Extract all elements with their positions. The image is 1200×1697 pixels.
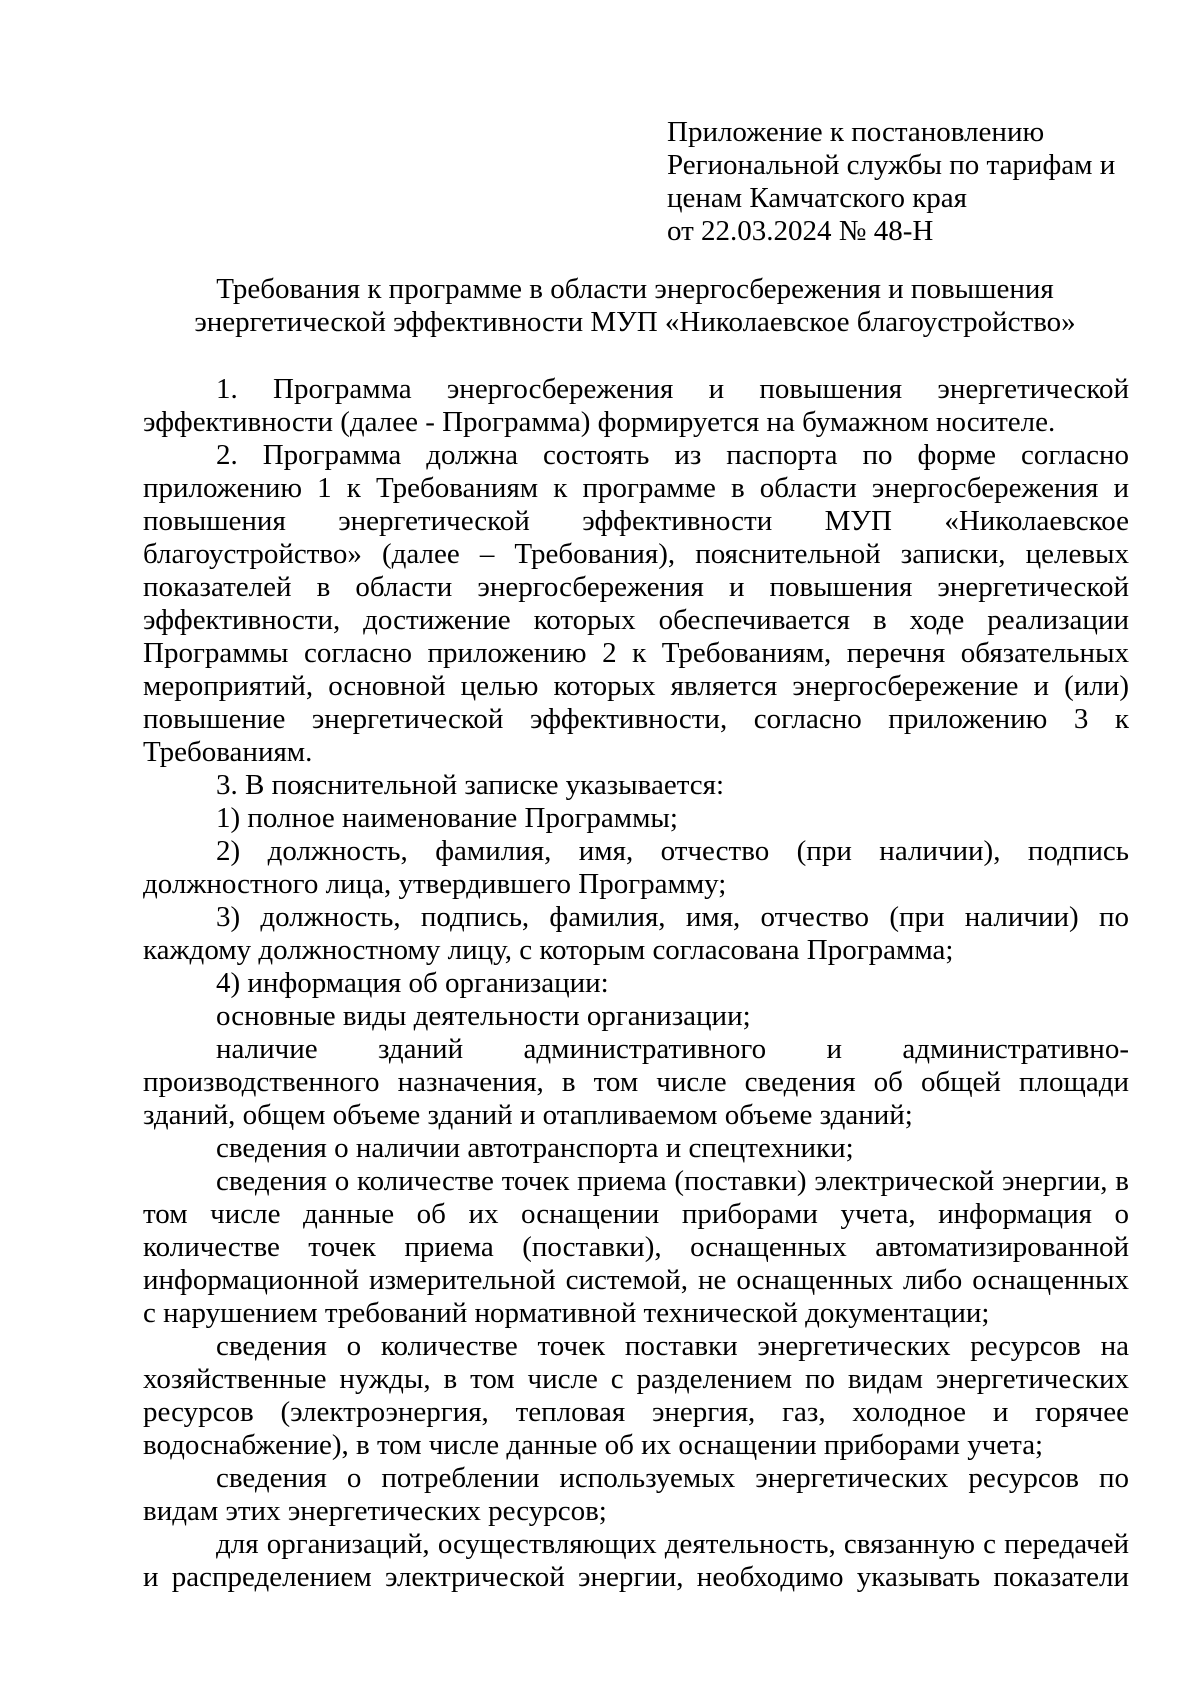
title-line: энергетической эффективности МУП «Николаевское благоустройство»: [194, 306, 1076, 338]
paragraph: 2) должность, фамилия, имя, отчество (при наличии), подпись должностного лица, утвердившего Программу;: [143, 835, 1129, 900]
appendix-line: от 22.03.2024 № 48-Н: [667, 215, 934, 247]
paragraph: 4) информация об организации:: [216, 967, 609, 999]
paragraph: 3) должность, подпись, фамилия, имя, отчество (при наличии) по каждому должностному лицу, с которым согласована Программа;: [143, 901, 1129, 966]
appendix-line: Региональной службы по тарифам и: [667, 149, 1116, 181]
paragraph: 1) полное наименование Программы;: [216, 802, 678, 834]
paragraph: наличие зданий административного и административно-производственного назначения, в том числе сведения об общей площади зданий, общем объеме зданий и отапливаемом объеме зданий;: [143, 1033, 1129, 1131]
paragraph: сведения о наличии автотранспорта и спецтехники;: [216, 1132, 854, 1164]
appendix-line: ценам Камчатского края: [667, 182, 968, 214]
paragraph: 2. Программа должна состоять из паспорта по форме согласно приложению 1 к Требованиям к программе в области энергосбережения и повышения энергетической эффективности МУП «Николаевское благоустройство» (далее – Требования), пояснительной записки, целевых показателей в области энергосбережения и повышения энергетической эффективности, достижение которых обеспечивается в ходе реализации Программы согласно приложению 2 к Требованиям, перечня обязательных мероприятий, основной целью которых является энергосбережение и (или) повышение энергетической эффективности, согласно приложению 3 к Требованиям.: [143, 439, 1129, 768]
paragraph: 3. В пояснительной записке указывается:: [216, 769, 724, 801]
document-body: [143, 373, 1129, 1594]
paragraph: сведения о потреблении используемых энергетических ресурсов по видам этих энергетических ресурсов;: [143, 1462, 1129, 1527]
paragraph: сведения о количестве точек приема (поставки) электрической энергии, в том числе данные об их оснащении приборами учета, информация о количестве точек приема (поставки), оснащенных автоматизированной информационной измерительной системой, не оснащенных либо оснащенных с нарушением требований нормативной технической документации;: [143, 1165, 1129, 1329]
paragraph: для организаций, осуществляющих деятельность, связанную с передачей и распределением электрической энергии, необходимо указывать показатели: [143, 1528, 1129, 1593]
appendix-line: Приложение к постановлению: [667, 116, 1045, 148]
paragraph: сведения о количестве точек поставки энергетических ресурсов на хозяйственные нужды, в том числе с разделением по видам энергетических ресурсов (электроэнергия, тепловая энергия, газ, холодное и горячее водоснабжение), в том числе данные об их оснащении приборами учета;: [143, 1330, 1129, 1461]
document-title: [140, 273, 1130, 339]
paragraph: 1. Программа энергосбережения и повышения энергетической эффективности (далее - Программа) формируется на бумажном носителе.: [143, 373, 1129, 438]
paragraph: основные виды деятельности организации;: [216, 1000, 751, 1032]
title-line: Требования к программе в области энергосбережения и повышения: [216, 273, 1054, 305]
appendix-header: [667, 116, 1167, 248]
